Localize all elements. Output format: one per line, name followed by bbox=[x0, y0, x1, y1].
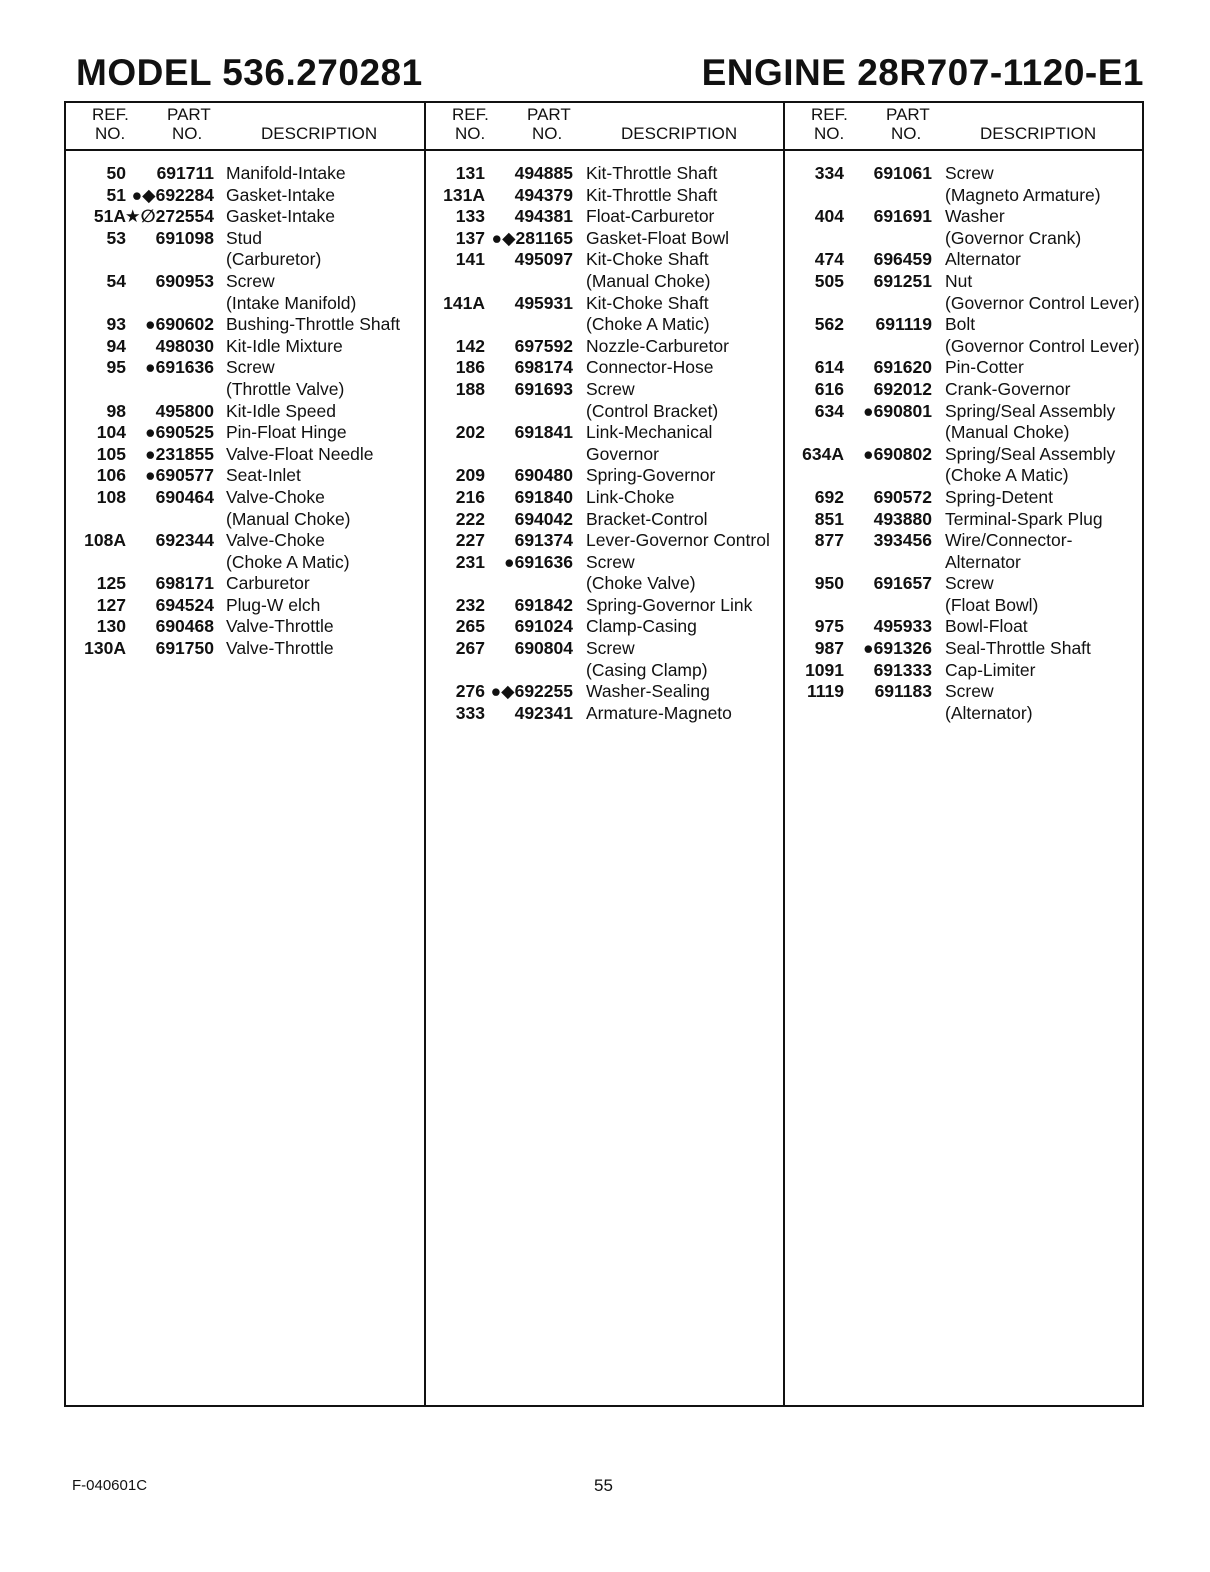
part-row bbox=[785, 357, 1142, 379]
ref-number: 51 bbox=[106, 184, 126, 205]
ref-number: 616 bbox=[814, 378, 844, 399]
part-row bbox=[426, 314, 783, 336]
ref-number: 125 bbox=[96, 573, 126, 594]
part-description: (Throttle Valve) bbox=[226, 378, 345, 399]
ref-number: 141A bbox=[443, 292, 485, 313]
parts-table bbox=[64, 101, 1144, 1407]
part-row bbox=[426, 228, 783, 250]
part-description: Stud bbox=[226, 227, 262, 248]
part-number: 492341 bbox=[514, 702, 573, 723]
part-row bbox=[66, 228, 424, 250]
ref-number: 53 bbox=[106, 227, 126, 248]
part-description: Gasket-Float Bowl bbox=[586, 227, 729, 248]
header-part-no: NO. bbox=[532, 124, 563, 143]
model-title: MODEL 536.270281 bbox=[76, 52, 423, 93]
parts-list bbox=[426, 163, 783, 724]
header-part: PART bbox=[886, 105, 930, 124]
part-row bbox=[66, 595, 424, 617]
part-description: Link-Mechanical bbox=[586, 422, 713, 443]
header-description: DESCRIPTION bbox=[261, 124, 378, 143]
part-row bbox=[66, 379, 424, 401]
part-row bbox=[426, 530, 783, 552]
part-number: 691691 bbox=[873, 206, 932, 227]
part-description: Connector-Hose bbox=[586, 357, 714, 378]
ref-number: 877 bbox=[814, 530, 844, 551]
part-number: 691119 bbox=[875, 314, 932, 335]
part-description: Valve-Float Needle bbox=[226, 443, 374, 464]
part-description: Valve-Choke bbox=[226, 486, 325, 507]
part-row bbox=[426, 616, 783, 638]
part-number: 692344 bbox=[155, 530, 214, 551]
part-number: ●691636 bbox=[145, 357, 214, 378]
part-number: ●231855 bbox=[145, 443, 214, 464]
part-number: 691374 bbox=[514, 530, 573, 551]
ref-number: 216 bbox=[455, 486, 485, 507]
part-number: ●690802 bbox=[863, 443, 932, 464]
part-row bbox=[426, 336, 783, 358]
ref-number: 505 bbox=[814, 270, 844, 291]
part-row bbox=[426, 465, 783, 487]
part-description: Kit-Choke Shaft bbox=[586, 292, 709, 313]
page-number: 55 bbox=[594, 1476, 613, 1495]
part-description: Washer-Sealing bbox=[586, 681, 710, 702]
part-row bbox=[785, 616, 1142, 638]
ref-number: 265 bbox=[455, 616, 485, 637]
part-row bbox=[66, 293, 424, 315]
ref-number: 333 bbox=[455, 702, 485, 723]
part-number: 691657 bbox=[873, 573, 932, 594]
part-number: 691840 bbox=[514, 486, 573, 507]
ref-number: 209 bbox=[455, 465, 485, 486]
part-row bbox=[66, 357, 424, 379]
ref-number: 137 bbox=[455, 227, 485, 248]
ref-number: 267 bbox=[455, 638, 485, 659]
ref-number: 975 bbox=[814, 616, 844, 637]
part-row bbox=[66, 638, 424, 660]
part-row bbox=[426, 638, 783, 660]
part-row bbox=[66, 487, 424, 509]
part-row bbox=[66, 163, 424, 185]
part-description: Wire/Connector- bbox=[945, 530, 1073, 551]
part-number: 495800 bbox=[155, 400, 214, 421]
part-description: Terminal-Spark Plug bbox=[945, 508, 1103, 529]
part-number: ★∅272554 bbox=[124, 206, 214, 227]
part-row bbox=[785, 530, 1142, 552]
part-number: 696459 bbox=[873, 249, 932, 270]
header-ref: REF. bbox=[811, 105, 848, 124]
part-description: Kit-Throttle Shaft bbox=[586, 163, 718, 183]
ref-number: 106 bbox=[96, 465, 126, 486]
part-row bbox=[785, 444, 1142, 466]
part-description: Seal-Throttle Shaft bbox=[945, 638, 1091, 659]
part-number: ●690525 bbox=[145, 422, 214, 443]
part-number: 495097 bbox=[514, 249, 573, 270]
part-number: 691620 bbox=[873, 357, 932, 378]
part-description: (Float Bowl) bbox=[945, 594, 1039, 615]
part-description: Pin-Cotter bbox=[945, 357, 1024, 378]
part-number: 393456 bbox=[873, 530, 932, 551]
part-description: Screw bbox=[226, 357, 275, 378]
part-row bbox=[426, 552, 783, 574]
part-number: 694042 bbox=[514, 508, 573, 529]
part-number: 691693 bbox=[514, 378, 573, 399]
part-row bbox=[785, 206, 1142, 228]
ref-number: 634 bbox=[814, 400, 844, 421]
ref-number: 105 bbox=[96, 443, 126, 464]
ref-number: 227 bbox=[455, 530, 485, 551]
part-number: 691024 bbox=[514, 616, 573, 637]
ref-number: 851 bbox=[814, 508, 844, 529]
part-row bbox=[426, 660, 783, 682]
part-row bbox=[426, 703, 783, 725]
part-description: Bolt bbox=[945, 314, 976, 335]
part-description: Kit-Idle Speed bbox=[226, 400, 336, 421]
part-description: Kit-Choke Shaft bbox=[586, 249, 709, 270]
part-row bbox=[785, 293, 1142, 315]
part-row bbox=[785, 660, 1142, 682]
parts-list bbox=[785, 163, 1142, 724]
ref-number: 692 bbox=[814, 486, 844, 507]
header-ref-no: NO. bbox=[95, 124, 126, 143]
header-ref-no: NO. bbox=[455, 124, 486, 143]
part-number: ●690577 bbox=[145, 465, 214, 486]
part-number: 494885 bbox=[514, 163, 573, 183]
part-number: 691333 bbox=[873, 659, 932, 680]
part-row bbox=[785, 595, 1142, 617]
part-description: Cap-Limiter bbox=[945, 659, 1036, 680]
part-description: Gasket-Intake bbox=[226, 184, 335, 205]
part-row bbox=[785, 573, 1142, 595]
part-number: 495931 bbox=[514, 292, 573, 313]
part-row bbox=[785, 509, 1142, 531]
part-row bbox=[426, 573, 783, 595]
part-row bbox=[426, 509, 783, 531]
header-part: PART bbox=[527, 105, 571, 124]
ref-number: 108A bbox=[84, 530, 126, 551]
part-number: ●◆692255 bbox=[490, 681, 573, 702]
part-description: Nozzle-Carburetor bbox=[586, 335, 729, 356]
part-row bbox=[426, 206, 783, 228]
part-description: Armature-Magneto bbox=[586, 702, 732, 723]
part-row bbox=[66, 271, 424, 293]
part-row bbox=[426, 293, 783, 315]
part-description: Lever-Governor Control bbox=[586, 530, 770, 551]
part-description: Spring-Governor bbox=[586, 465, 716, 486]
part-description: Valve-Throttle bbox=[226, 638, 334, 659]
part-row bbox=[66, 552, 424, 574]
part-description: (Choke Valve) bbox=[586, 573, 696, 594]
ref-number: 1091 bbox=[805, 659, 844, 680]
part-number: 493880 bbox=[873, 508, 932, 529]
part-description: Seat-Inlet bbox=[226, 465, 301, 486]
part-row bbox=[66, 465, 424, 487]
part-description: (Control Bracket) bbox=[586, 400, 719, 421]
ref-number: 130A bbox=[84, 638, 126, 659]
part-row bbox=[66, 336, 424, 358]
part-number: 495933 bbox=[873, 616, 932, 637]
part-description: (Alternator) bbox=[945, 702, 1033, 723]
part-row bbox=[66, 530, 424, 552]
part-description: (Governor Crank) bbox=[945, 227, 1082, 248]
part-row bbox=[785, 271, 1142, 293]
part-row bbox=[66, 616, 424, 638]
header-description: DESCRIPTION bbox=[621, 124, 738, 143]
ref-number: 474 bbox=[814, 249, 844, 270]
part-number: 691251 bbox=[873, 270, 932, 291]
part-description: Clamp-Casing bbox=[586, 616, 697, 637]
part-row bbox=[426, 357, 783, 379]
part-description: Washer bbox=[945, 206, 1005, 227]
parts-column-3 bbox=[785, 103, 1142, 1405]
part-description: Spring/Seal Assembly bbox=[945, 400, 1116, 421]
ref-number: 232 bbox=[455, 594, 485, 615]
part-row bbox=[426, 379, 783, 401]
part-row bbox=[66, 401, 424, 423]
ref-number: 634A bbox=[802, 443, 844, 464]
part-row bbox=[785, 336, 1142, 358]
part-description: Link-Choke bbox=[586, 486, 675, 507]
ref-number: 231 bbox=[455, 551, 485, 572]
parts-column-1 bbox=[66, 103, 426, 1405]
ref-number: 104 bbox=[96, 422, 126, 443]
part-description: Spring/Seal Assembly bbox=[945, 443, 1116, 464]
part-row bbox=[785, 314, 1142, 336]
part-row bbox=[785, 379, 1142, 401]
part-number: ●691326 bbox=[863, 638, 932, 659]
part-description: (Choke A Matic) bbox=[945, 465, 1069, 486]
part-description: (Casing Clamp) bbox=[586, 659, 708, 680]
part-description: (Governor Control Lever) bbox=[945, 335, 1140, 356]
part-number: 698174 bbox=[514, 357, 573, 378]
part-row bbox=[66, 422, 424, 444]
ref-number: 950 bbox=[814, 573, 844, 594]
part-row bbox=[785, 228, 1142, 250]
part-row bbox=[785, 401, 1142, 423]
part-row bbox=[426, 185, 783, 207]
part-number: ●◆281165 bbox=[491, 227, 573, 248]
part-description: Plug-W elch bbox=[226, 594, 321, 615]
header-part-no: NO. bbox=[172, 124, 203, 143]
part-number: 494379 bbox=[514, 184, 573, 205]
part-description: Bowl-Float bbox=[945, 616, 1028, 637]
ref-number: 202 bbox=[455, 422, 485, 443]
part-description: Screw bbox=[945, 681, 994, 702]
part-description: Screw bbox=[945, 163, 994, 183]
part-number: 690804 bbox=[514, 638, 573, 659]
part-description: Valve-Throttle bbox=[226, 616, 334, 637]
part-row bbox=[426, 681, 783, 703]
part-row bbox=[426, 401, 783, 423]
ref-number: 276 bbox=[455, 681, 485, 702]
part-description: (Choke A Matic) bbox=[586, 314, 710, 335]
part-row bbox=[785, 638, 1142, 660]
part-number: ●690801 bbox=[863, 400, 932, 421]
ref-number: 142 bbox=[455, 335, 485, 356]
part-row bbox=[426, 163, 783, 185]
part-number: 690953 bbox=[155, 270, 214, 291]
part-number: ●◆692284 bbox=[131, 184, 214, 205]
part-description: Spring-Governor Link bbox=[586, 594, 753, 615]
part-description: Screw bbox=[945, 573, 994, 594]
part-row bbox=[785, 163, 1142, 185]
part-description: Governor bbox=[586, 443, 659, 464]
part-number: 691098 bbox=[155, 227, 214, 248]
part-row bbox=[66, 185, 424, 207]
part-row bbox=[426, 271, 783, 293]
part-description: (Manual Choke) bbox=[586, 270, 711, 291]
ref-number: 131A bbox=[443, 184, 485, 205]
column-header bbox=[426, 103, 783, 151]
ref-number: 987 bbox=[814, 638, 844, 659]
part-row bbox=[66, 314, 424, 336]
part-row bbox=[785, 465, 1142, 487]
ref-number: 404 bbox=[814, 206, 844, 227]
part-number: 691061 bbox=[873, 163, 932, 183]
header-part: PART bbox=[167, 105, 211, 124]
header-ref: REF. bbox=[452, 105, 489, 124]
part-number: 691750 bbox=[155, 638, 214, 659]
part-number: 698171 bbox=[155, 573, 214, 594]
part-number: 691183 bbox=[874, 681, 932, 702]
part-description: (Manual Choke) bbox=[226, 508, 351, 529]
ref-number: 108 bbox=[96, 486, 126, 507]
ref-number: 131 bbox=[455, 163, 485, 183]
part-number: 690464 bbox=[155, 486, 214, 507]
part-row bbox=[785, 487, 1142, 509]
part-row bbox=[785, 185, 1142, 207]
ref-number: 614 bbox=[814, 357, 844, 378]
ref-number: 186 bbox=[455, 357, 485, 378]
column-header bbox=[785, 103, 1142, 151]
part-description: Screw bbox=[586, 551, 635, 572]
part-row bbox=[66, 573, 424, 595]
part-description: (Intake Manifold) bbox=[226, 292, 357, 313]
part-number: 690468 bbox=[155, 616, 214, 637]
ref-number: 94 bbox=[106, 335, 126, 356]
part-number: ●690602 bbox=[145, 314, 214, 335]
part-row bbox=[426, 595, 783, 617]
part-row bbox=[785, 249, 1142, 271]
ref-number: 93 bbox=[106, 314, 126, 335]
part-description: (Manual Choke) bbox=[945, 422, 1070, 443]
ref-number: 51A bbox=[93, 206, 126, 227]
part-description: Valve-Choke bbox=[226, 530, 325, 551]
part-number: 498030 bbox=[155, 335, 214, 356]
ref-number: 98 bbox=[106, 400, 126, 421]
ref-number: 95 bbox=[106, 357, 126, 378]
part-number: 694524 bbox=[155, 594, 214, 615]
document-code: F-040601C bbox=[72, 1477, 148, 1494]
header-ref-no: NO. bbox=[814, 124, 845, 143]
ref-number: 50 bbox=[106, 163, 126, 183]
part-description: Nut bbox=[945, 270, 973, 291]
part-description: Gasket-Intake bbox=[226, 206, 335, 227]
part-row bbox=[785, 681, 1142, 703]
part-description: Crank-Governor bbox=[945, 378, 1071, 399]
part-description: Bushing-Throttle Shaft bbox=[226, 314, 401, 335]
part-number: 690480 bbox=[514, 465, 573, 486]
part-description: (Governor Control Lever) bbox=[945, 292, 1140, 313]
part-row bbox=[785, 422, 1142, 444]
header-description: DESCRIPTION bbox=[980, 124, 1097, 143]
part-description: Alternator bbox=[945, 551, 1021, 572]
part-number: 494381 bbox=[514, 206, 573, 227]
ref-number: 188 bbox=[455, 378, 485, 399]
part-description: Screw bbox=[226, 270, 275, 291]
part-row bbox=[426, 487, 783, 509]
part-number: 697592 bbox=[514, 335, 573, 356]
ref-number: 54 bbox=[106, 270, 126, 291]
part-row bbox=[66, 509, 424, 531]
part-row bbox=[785, 552, 1142, 574]
part-description: Screw bbox=[586, 378, 635, 399]
part-number: 691842 bbox=[514, 594, 573, 615]
part-number: 691841 bbox=[514, 422, 573, 443]
part-row bbox=[426, 422, 783, 444]
part-description: Float-Carburetor bbox=[586, 206, 715, 227]
column-header bbox=[66, 103, 424, 151]
part-row bbox=[66, 206, 424, 228]
part-number: 691711 bbox=[156, 163, 214, 183]
ref-number: 130 bbox=[96, 616, 126, 637]
ref-number: 127 bbox=[96, 594, 126, 615]
part-description: Carburetor bbox=[226, 573, 310, 594]
part-description: Bracket-Control bbox=[586, 508, 708, 529]
header-ref: REF. bbox=[92, 105, 129, 124]
part-description: (Choke A Matic) bbox=[226, 551, 350, 572]
ref-number: 1119 bbox=[807, 681, 844, 702]
part-row bbox=[426, 249, 783, 271]
header-part-no: NO. bbox=[891, 124, 922, 143]
ref-number: 222 bbox=[455, 508, 485, 529]
part-number: ●691636 bbox=[504, 551, 573, 572]
part-description: Alternator bbox=[945, 249, 1021, 270]
ref-number: 133 bbox=[455, 206, 485, 227]
part-description: Pin-Float Hinge bbox=[226, 422, 347, 443]
parts-list bbox=[66, 163, 424, 660]
part-row bbox=[66, 444, 424, 466]
part-number: 690572 bbox=[873, 486, 932, 507]
ref-number: 334 bbox=[814, 163, 844, 183]
part-description: Kit-Throttle Shaft bbox=[586, 184, 718, 205]
parts-column-2 bbox=[426, 103, 785, 1405]
part-description: Screw bbox=[586, 638, 635, 659]
part-description: Spring-Detent bbox=[945, 486, 1053, 507]
part-row bbox=[66, 249, 424, 271]
part-description: (Carburetor) bbox=[226, 249, 322, 270]
engine-title: ENGINE 28R707-1120-E1 bbox=[701, 52, 1144, 93]
part-number: 692012 bbox=[873, 378, 932, 399]
part-description: (Magneto Armature) bbox=[945, 184, 1101, 205]
part-description: Manifold-Intake bbox=[226, 163, 346, 183]
part-row bbox=[426, 444, 783, 466]
part-row bbox=[785, 703, 1142, 725]
part-description: Kit-Idle Mixture bbox=[226, 335, 343, 356]
ref-number: 141 bbox=[455, 249, 485, 270]
ref-number: 562 bbox=[814, 314, 844, 335]
